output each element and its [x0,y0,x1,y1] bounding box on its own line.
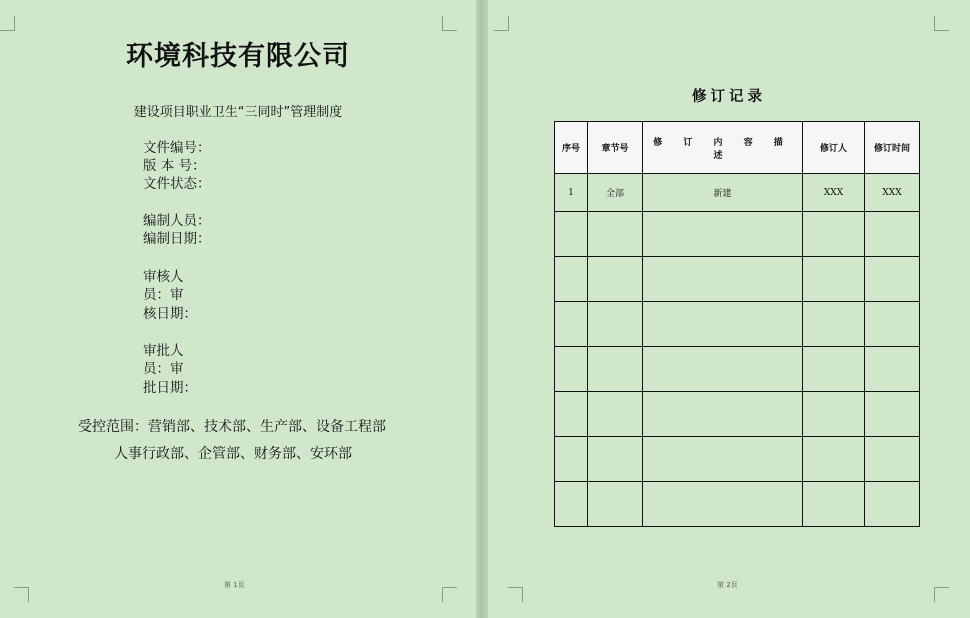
table-cell[interactable]: XXX [865,174,920,212]
header-reviser: 修订人 [803,122,865,174]
field-status: 文件状态： [143,176,211,192]
page-number: 第 2页 [717,581,738,589]
table-row [555,347,920,392]
table-row [555,174,920,212]
table-cell[interactable]: 新建 [643,174,803,212]
table-cell[interactable] [643,212,803,257]
table-cell[interactable] [643,257,803,302]
table-cell[interactable] [865,437,920,482]
table-cell[interactable] [588,482,643,527]
table-cell[interactable] [555,437,588,482]
table-cell[interactable] [555,302,588,347]
control-scope-line-1: 受控范围：营销部、技术部、生产部、设备工程部 [78,419,386,435]
page-corner-mark [494,16,509,31]
table-cell[interactable] [643,482,803,527]
table-cell[interactable] [803,392,865,437]
table-cell[interactable]: 全部 [588,174,643,212]
control-scope-line-2: 人事行政部、企管部、财务部、安环部 [114,446,352,462]
page-corner-mark [14,587,29,602]
field-approval-date: 批日期： [143,380,197,396]
document-page-2 [488,0,970,618]
page-corner-mark [934,16,949,31]
revision-table [554,121,920,527]
table-cell[interactable] [865,392,920,437]
table-cell[interactable] [588,212,643,257]
table-cell[interactable] [643,347,803,392]
page-corner-mark [442,587,457,602]
table-cell[interactable] [643,392,803,437]
table-cell[interactable] [803,347,865,392]
document-page-1 [0,0,476,618]
table-cell[interactable] [588,437,643,482]
table-cell[interactable] [803,482,865,527]
page-corner-mark [934,587,949,602]
page-corner-mark [0,16,15,31]
field-reviewer: 员：审 [143,287,184,303]
table-cell[interactable]: 1 [555,174,588,212]
document-title: 建设项目职业卫生“三同时”管理制度 [133,105,343,120]
table-cell[interactable] [803,257,865,302]
table-cell[interactable] [643,302,803,347]
field-author-date: 编制日期： [143,231,211,247]
field-author: 编制人员： [143,213,211,229]
page-corner-mark [442,16,457,31]
field-version: 版 本 号： [143,158,206,174]
field-approver: 审批人 [143,343,184,359]
page-gutter [476,0,488,618]
table-cell[interactable] [803,302,865,347]
table-cell[interactable] [803,212,865,257]
field-review-date: 核日期： [143,306,197,322]
field-reviewer: 审核人 [143,269,184,285]
header-revision-time: 修订时间 [865,122,920,174]
table-cell[interactable] [865,302,920,347]
header-description: 修 订 内 容 描 述 [643,122,803,174]
table-cell[interactable] [643,437,803,482]
table-cell[interactable] [588,302,643,347]
table-cell[interactable] [555,212,588,257]
table-row [555,437,920,482]
table-cell[interactable] [555,347,588,392]
page-number: 第 1页 [224,581,245,589]
table-cell[interactable] [865,482,920,527]
field-approver: 员：审 [143,361,184,377]
table-cell[interactable] [865,257,920,302]
table-cell[interactable] [588,392,643,437]
table-cell[interactable] [803,437,865,482]
table-row [555,392,920,437]
company-name: 环境科技有限公司 [126,41,350,72]
table-cell[interactable] [588,347,643,392]
table-cell[interactable] [555,392,588,437]
table-row [555,212,920,257]
table-row [555,302,920,347]
header-section: 章节号 [588,122,643,174]
table-cell[interactable] [588,257,643,302]
table-cell[interactable] [555,482,588,527]
field-doc-number: 文件编号： [143,140,211,156]
header-seq: 序号 [555,122,588,174]
table-cell[interactable] [555,257,588,302]
table-cell[interactable]: XXX [803,174,865,212]
table-cell[interactable] [865,212,920,257]
revision-record-title: 修订记录 [692,89,766,105]
table-row [555,482,920,527]
table-row [555,257,920,302]
page-corner-mark [508,587,523,602]
table-header-row [555,122,920,174]
table-cell[interactable] [865,347,920,392]
